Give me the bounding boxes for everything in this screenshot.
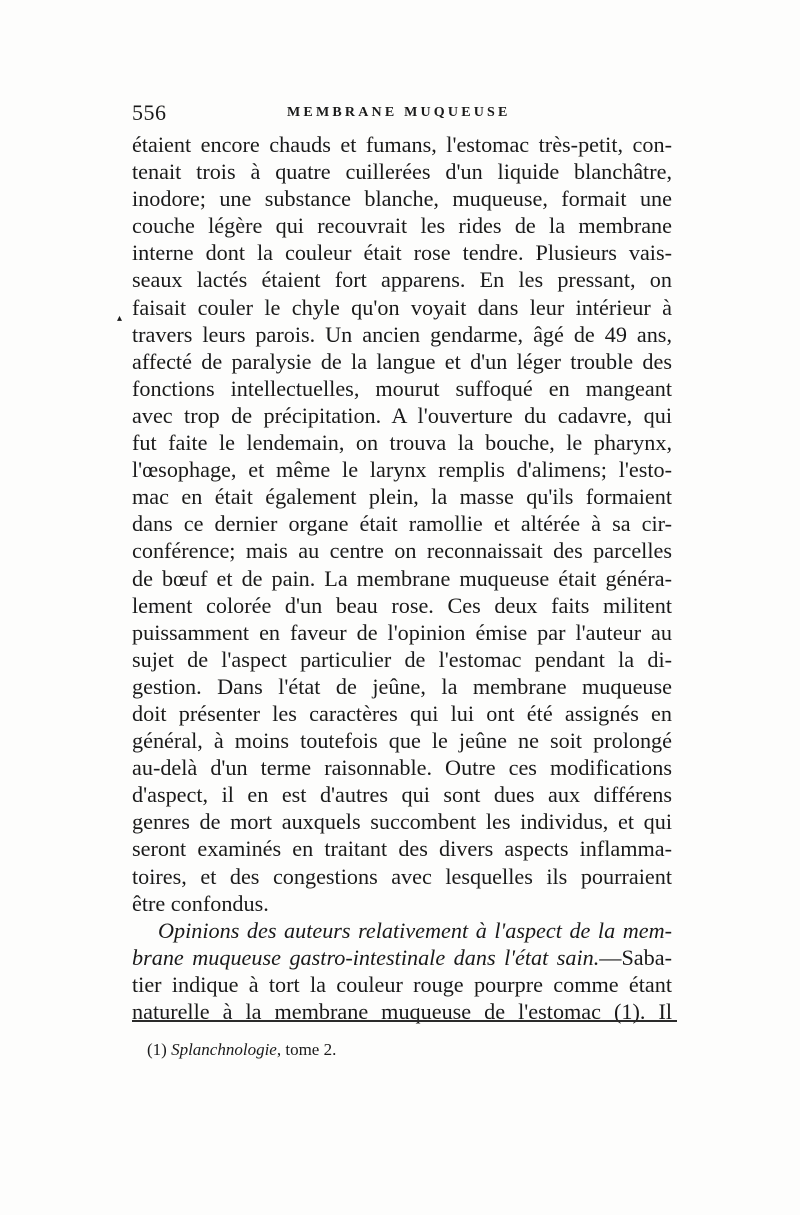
running-title: MEMBRANE MUQUEUSE xyxy=(287,105,511,120)
text-line: l'œsophage, et même le larynx remplis d'alimens; l'esto- xyxy=(132,457,672,483)
body-text xyxy=(132,131,672,1025)
footnote-title: Splanchnologie xyxy=(171,1040,277,1059)
text-line: genres de mort auxquels succombent les individus, et qui xyxy=(132,809,672,835)
footnote-rule xyxy=(132,1020,677,1022)
text-line: faisait couler le chyle qu'on voyait dans leur intérieur à xyxy=(132,294,672,320)
text-line: conférence; mais au centre on reconnaissait des parcelles xyxy=(132,538,672,564)
text-line: de bœuf et de pain. La membrane muqueuse était généra- xyxy=(132,565,672,591)
text-line: seront examinés en traitant des divers aspects inflamma- xyxy=(132,836,672,862)
footnote-rest: , tome 2. xyxy=(276,1040,337,1059)
text-line: inodore; une substance blanche, muqueuse, formait une xyxy=(132,186,672,212)
text-line: d'aspect, il en est d'autres qui sont dues aux différens xyxy=(132,782,672,808)
footnote xyxy=(147,1040,336,1060)
text-line: au-delà d'un terme raisonnable. Outre ces modifications xyxy=(132,755,672,781)
footnote-marker: (1) xyxy=(147,1040,167,1059)
text-line: puissamment en faveur de l'opinion émise par l'auteur au xyxy=(132,619,672,645)
text-line: lement colorée d'un beau rose. Ces deux faits militent xyxy=(132,592,672,618)
text-line: fonctions intellectuelles, mourut suffoqué en mangeant xyxy=(132,375,672,401)
section-heading-rest: —Saba- xyxy=(599,944,672,970)
text-line: fut faite le lendemain, on trouva la bouche, le pharynx, xyxy=(132,430,672,456)
text-line: affecté de paralysie de la langue et d'un léger trouble des xyxy=(132,348,672,374)
text-line: être confondus. xyxy=(132,890,269,916)
text-line: avec trop de précipitation. A l'ouverture du cadavre, qui xyxy=(132,402,672,428)
section-heading-italic: brane muqueuse gastro-intestinale dans l'état sain. xyxy=(132,944,600,970)
text-line: général, à moins toutefois que le jeûne ne soit prolongé xyxy=(132,728,672,754)
page-number: 556 xyxy=(132,100,167,125)
text-line: sujet de l'aspect particulier de l'estomac pendant la di- xyxy=(132,646,672,672)
text-line: tenait trois à quatre cuillerées d'un liquide blanchâtre, xyxy=(132,159,672,185)
margin-mark-icon: ▴ xyxy=(117,313,123,324)
text-line: tier indique à tort la couleur rouge pourpre comme étant xyxy=(132,971,672,997)
section-heading-line xyxy=(132,944,672,971)
text-line: mac en était également plein, la masse qu'ils formaient xyxy=(132,484,672,510)
text-line: travers leurs parois. Un ancien gendarme, âgé de 49 ans, xyxy=(132,321,672,347)
text-line: naturelle à la membrane muqueuse de l'estomac (1). Il xyxy=(132,999,672,1024)
text-line: seaux lactés étaient fort apparens. En les pressant, on xyxy=(132,267,672,293)
page-header xyxy=(132,100,672,130)
section-heading-line: Opinions des auteurs relativement à l'aspect de la mem- xyxy=(158,917,672,943)
text-line: étaient encore chauds et fumans, l'estomac très-petit, con- xyxy=(132,132,672,157)
text-line: gestion. Dans l'état de jeûne, la membrane muqueuse xyxy=(132,673,672,699)
text-line: dans ce dernier organe était ramollie et altérée à sa cir- xyxy=(132,511,672,537)
text-line: toires, et des congestions avec lesquelles ils pourraient xyxy=(132,863,672,889)
text-line: couche légère qui recouvrait les rides de la membrane xyxy=(132,213,672,239)
text-line: interne dont la couleur était rose tendre. Plusieurs vais- xyxy=(132,240,672,266)
text-line: doit présenter les caractères qui lui ont été assignés en xyxy=(132,700,672,726)
